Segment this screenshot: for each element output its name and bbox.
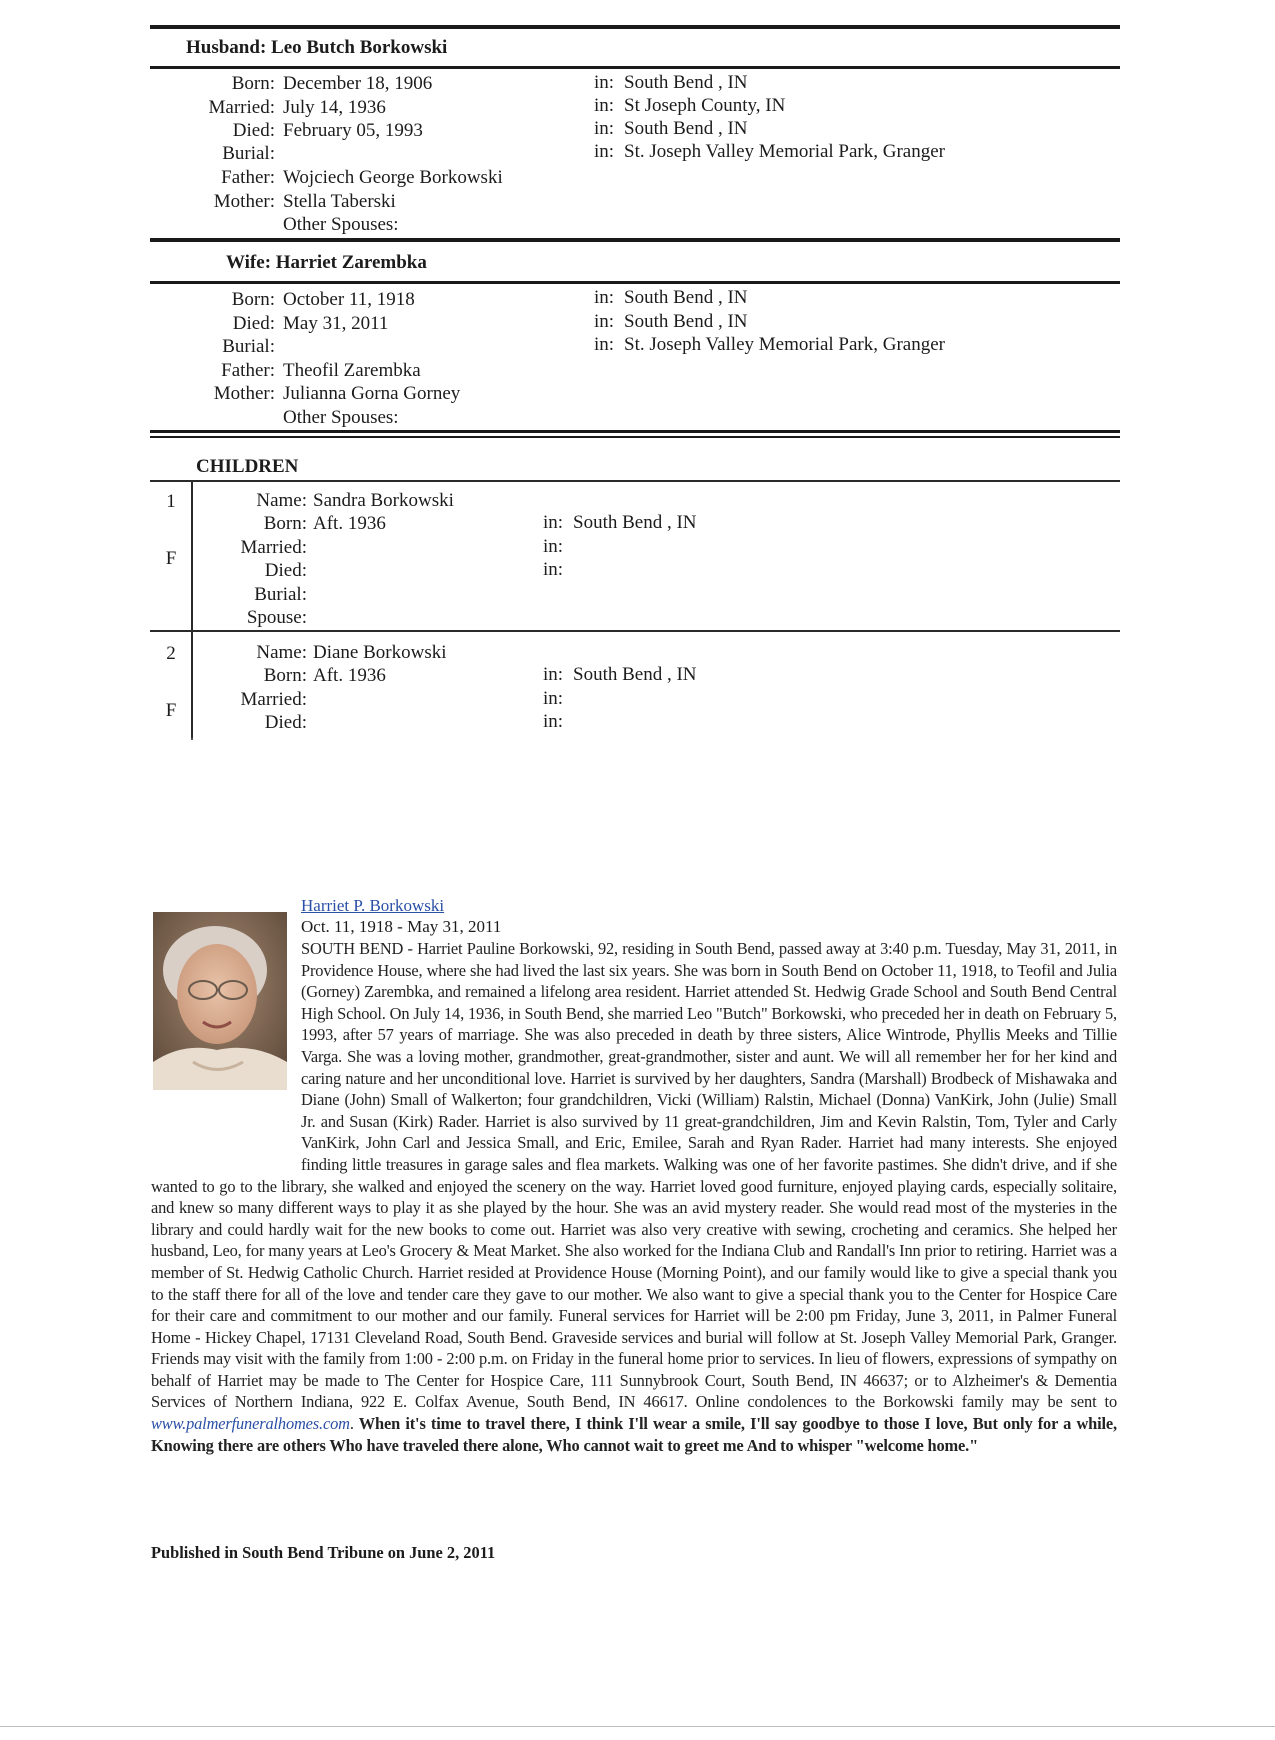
wife-burial-place: St. Joseph Valley Memorial Park, Granger (624, 334, 946, 355)
wife-born-date: October 11, 1918 (283, 289, 415, 310)
wife-mother: Julianna Gorna Gorney (283, 383, 461, 404)
child-number: 1 (166, 491, 176, 512)
wife-rule (150, 281, 1120, 284)
husband-born-date: December 18, 1906 (283, 73, 433, 94)
husband-burial-place: St. Joseph Valley Memorial Park, Granger (624, 141, 946, 162)
wife-heading: Wife: Harriet Zarembka (226, 252, 427, 273)
husband-married-place: St Joseph County, IN (624, 95, 786, 116)
children-column-divider (191, 480, 193, 740)
scan-edge-line (0, 1726, 1275, 1727)
husband-married-date: July 14, 1936 (283, 97, 386, 118)
child-name: Diane Borkowski (313, 642, 447, 663)
funeral-home-link[interactable]: www.palmerfuneralhomes.com (151, 1414, 350, 1434)
scan-cutoff-fade (150, 738, 1120, 888)
child-born-date: Aft. 1936 (313, 513, 386, 534)
wife-other-spouses: Other Spouses: (283, 407, 399, 428)
obituary-dates: Oct. 11, 1918 - May 31, 2011 (301, 917, 502, 936)
husband-born-place: South Bend , IN (624, 72, 748, 93)
child-born-place: South Bend , IN (573, 512, 697, 533)
wife-father: Theofil Zarembka (283, 360, 421, 381)
husband-heading: Husband: Leo Butch Borkowski (186, 37, 448, 58)
obituary-body: SOUTH BEND - Harriet Pauline Borkowski, 92, residing in South Bend, passed away at 3:40 p.m. Tuesday, May 31, 2011, in Providence House, where she had lived the last six years. She was born in South Bend on October 11, 1918, to Teofil and Julia (Gorney) Zarembka, and remained a lifelong area resident. Harriet attended St. Hedwig Grade School and South Bend Central High School. On July 14, 1936, in South Bend, she married Leo "Butch" Borkowski, who preceded her in death on February 5, 1993, after 57 years of marriage. She was also preceded in death by three sisters, Alice Wintrode, Phyllis Meeks and Tillie Varga. She was a loving mother, grandmother, great-grandmother, sister and aunt. We will all remember her for her kind and caring nature and her unconditional love. Harriet is survived by her daughters, Sandra (Marshall) Brodbeck of Mishawaka and Diane (John) Small of Walkerton; four grandchildren, Vicki (William) Ralstin, Michael (Donna) VanKirk, John (Julie) Small Jr. and Susan (Kirk) Rader. Harriet is also survived by 11 great-grandchildren, Jim and Kevin Ralstin, Tom, Tyler and Carly VanKirk, John Carl and Jessica Small, and Eric, Emilee, Sarah and Ryan Rader. Harriet had many interests. She enjoyed finding little treasures in garage sales and flea markets. Walking was one of her favorite pastimes. She didn't drive, and if she wanted to go to the library, she walked and enjoyed the scenery on the way. Harriet loved good furniture, enjoyed playing cards, especially solitaire, and knew so many different ways to play it as she played by the hour. She was an avid mystery reader. She would read most of the mysteries in the library and could hardly wait for the new books to come out. Harriet was also very creative with sewing, crocheting and ceramics. She helped her husband, Leo, for many years at Leo's Grocery & Meat Market. She also worked for the Indiana Club and Randall's Inn prior to retiring. Harriet was a member of St. Hedwig Catholic Church. Harriet resided at Providence House (Morning Point), and our family would like to give a special thank you to the staff there for all of the love and tender care they gave to our mother. We also want to give a special thank you to the Center for Hospice Care for their care and commitment to our mother and our family. Funeral services for Harriet will be 2:00 pm Friday, June 3, 2011, in Palmer Funeral Home - Hickey Chapel, 17131 Cleveland Road, South Bend. Graveside services and burial will follow at St. Joseph Valley Memorial Park, Granger. Friends may visit with the family from 1:00 - 2:00 p.m. on Friday in the funeral home prior to services. In lieu of flowers, expressions of sympathy on behalf of Harriet may be made to The Center for Hospice Care, 111 Sunnybrook Court, South Bend, IN 46637; or to Alzheimer's & Dementia Services of Northern Indiana, 922 E. Colfax Avenue, South Bend, IN 46617. Online condolences to the Borkowski family may be sent to www.palmerfuneralhomes.com. When it's time to travel there, I think I'll wear a smile, I'll say goodbye to those I love, But only for a while, Knowing there are others Who have traveled there alone, Who cannot wait to greet me And to whisper "welcome home." (151, 939, 1118, 1455)
wife-born-place: South Bend , IN (624, 287, 748, 308)
child-name: Sandra Borkowski (313, 490, 454, 511)
husband-died-date: February 05, 1993 (283, 120, 423, 141)
child-number: 2 (166, 643, 176, 664)
children-heading: CHILDREN (196, 456, 299, 477)
wife-name: Harriet Zarembka (275, 252, 427, 273)
husband-father: Wojciech George Borkowski (283, 167, 503, 188)
obituary-text: SOUTH BEND - Harriet Pauline Borkowski, 92, residing in South Bend, passed away at 3:40 p.m. Tuesday, May 31, 2011, in Providence House, where she had lived the last six years. She was born in South Bend on October 11, 1918, to Teofil and Julia (Gorney) Zarembka, and remained a lifelong area resident. Harriet attended St. Hedwig Grade School and South Bend Central High School. On July 14, 1936, in South Bend, she married Leo "Butch" Borkowski, who preceded her in death on February 5, 1993, after 57 years of marriage. She was also preceded in death by three sisters, Alice Wintrode, Phyllis Meeks and Tillie Varga. She was a loving mother, grandmother, great-grandmother, sister and aunt. We will all remember her for her kind and caring nature and her unconditional love. Harriet is survived by her daughters, Sandra (Marshall) Brodbeck of Mishawaka and Diane (John) Small of Walkerton; four grandchildren, Vicki (William) Ralstin, Michael (Donna) VanKirk, John (Julie) Small Jr. and Susan (Kirk) Rader. Harriet is also survived by 11 great-grandchildren, Jim and Kevin Ralstin, Tom, Tyler and Carly VanKirk, John Carl and Jessica Small, and Eric, Emilee, Sarah and Ryan Rader. Harriet had many interests. She enjoyed finding little treasures in garage sales and flea markets. Walking was one of her favorite pastimes. She didn't drive, and if she wanted to go to the library, she walked and enjoyed the scenery on the way. Harriet loved good furniture, enjoyed playing cards, especially solitaire, and knew so many different ways to play it as she played by the hour. She was an avid mystery reader. She would read most of the mysteries in the library and could hardly wait for the new books to come out. Harriet was also very creative with sewing, crocheting and ceramics. She helped her husband, Leo, for many years at Leo's Grocery & Meat Market. She also worked for the Indiana Club and Randall's Inn prior to retiring. Harriet was a member of St. Hedwig Catholic Church. Harriet resided at Providence House (Morning Point), and our family would like to give a special thank you to the staff there for all of the love and tender care they gave to our mother. We also want to give a special thank you to the Center for Hospice Care for their care and commitment to our mother and our family. Funeral services for Harriet will be 2:00 pm Friday, June 3, 2011, in Palmer Funeral Home - Hickey Chapel, 17131 Cleveland Road, South Bend. Graveside services and burial will follow at St. Joseph Valley Memorial Park, Granger. Friends may visit with the family from 1:00 - 2:00 p.m. on Friday in the funeral home prior to services. In lieu of flowers, expressions of sympathy on behalf of Harriet may be made to The Center for Hospice Care, 111 Sunnybrook Court, South Bend, IN 46637; or to Alzheimer's & Dementia Services of Northern Indiana, 922 E. Colfax Avenue, South Bend, IN 46617. Online condolences to the Borkowski family may be sent to (151, 939, 1117, 1412)
husband-other-spouses: Other Spouses: (283, 214, 399, 235)
child-sex: F (165, 700, 177, 721)
child-divider-rule (150, 630, 1120, 632)
top-rule (150, 25, 1120, 29)
child-sex: F (165, 548, 177, 569)
children-header-rule (150, 480, 1120, 482)
husband-name: Leo Butch Borkowski (271, 37, 448, 58)
child-born-place: South Bend , IN (573, 664, 697, 685)
children-top-rule (150, 430, 1120, 433)
children-double-rule (150, 436, 1120, 438)
obituary-poem: When it's time to travel there, I think I'll wear a smile, I'll say goodbye to those I love, But only for a while, Knowing there are others Who have traveled there alone, Who cannot wait to greet me And to whisper "welcome home." (151, 1414, 1118, 1455)
child-born-date: Aft. 1936 (313, 665, 386, 686)
wife-died-date: May 31, 2011 (283, 313, 389, 334)
published-note: Published in South Bend Tribune on June 2, 2011 (151, 1543, 496, 1562)
husband-rule (150, 66, 1120, 69)
obituary-title[interactable]: Harriet P. Borkowski (301, 896, 445, 915)
husband-mother: Stella Taberski (283, 191, 396, 212)
husband-died-place: South Bend , IN (624, 118, 748, 139)
wife-died-place: South Bend , IN (624, 311, 748, 332)
wife-top-rule (150, 238, 1120, 242)
